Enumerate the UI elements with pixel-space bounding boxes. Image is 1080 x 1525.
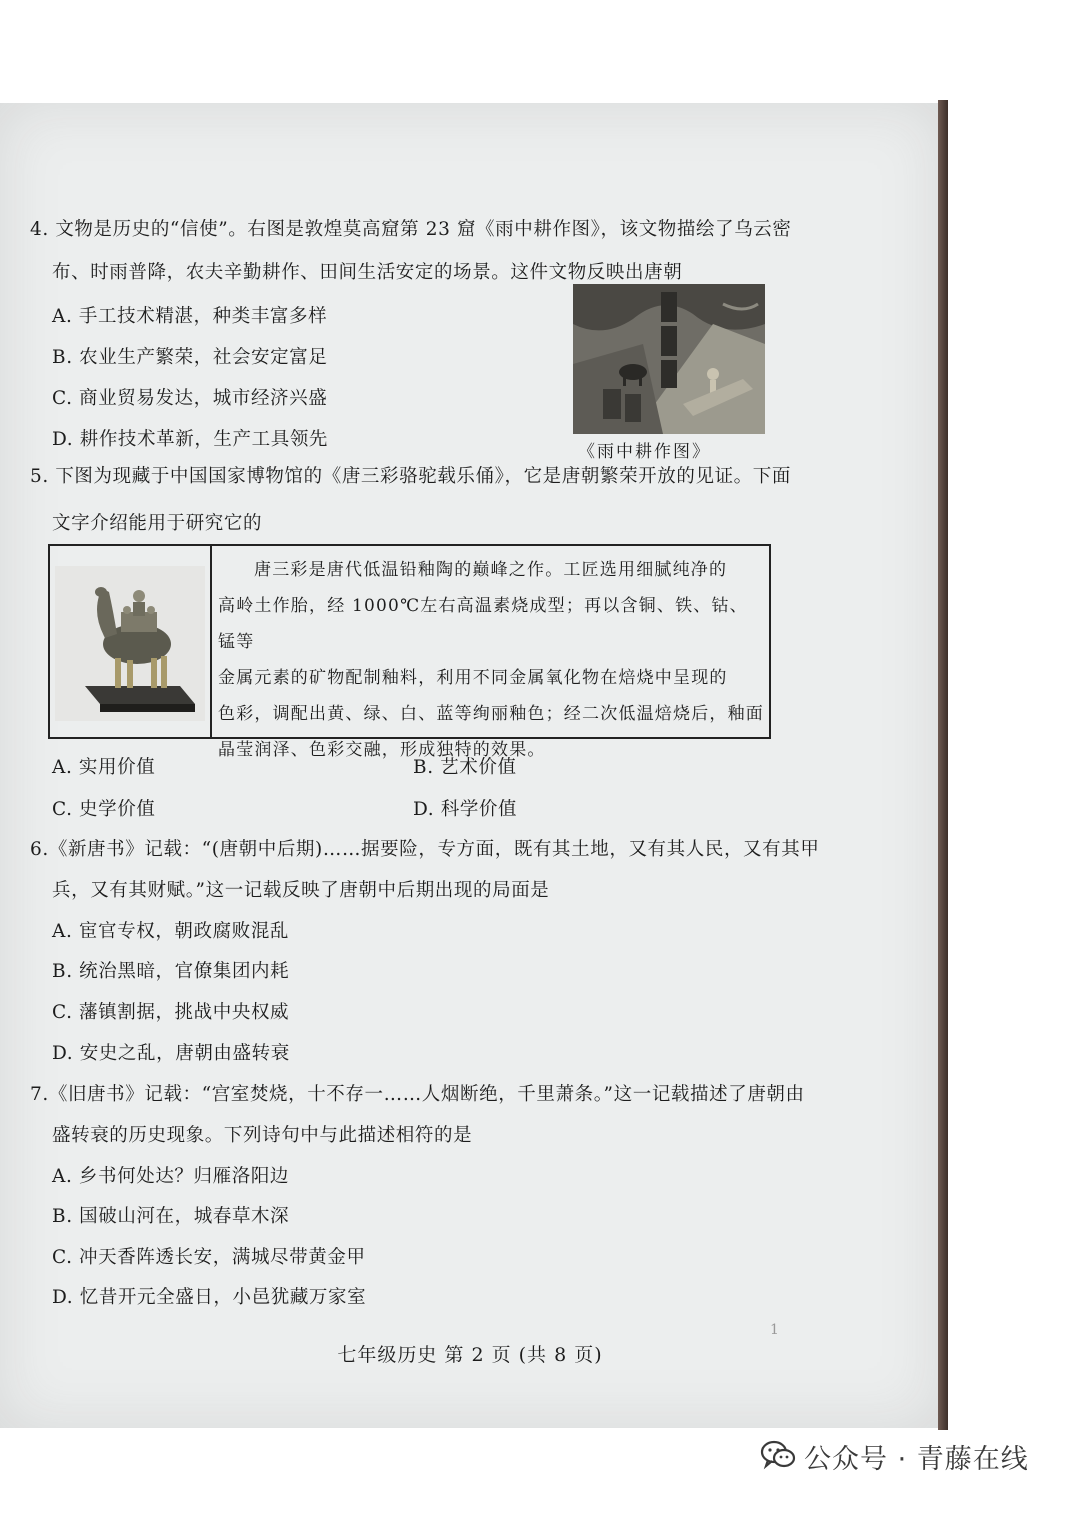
q7-option-a: A. 乡书何处达？归雁洛阳边 <box>52 1166 290 1187</box>
q5-stem-line1: 5. 下图为现藏于中国国家博物馆的《唐三彩骆驼载乐俑》，它是唐朝繁荣开放的见证。下面 <box>30 466 791 487</box>
q5-box-line2: 高岭土作胎，经 1000℃左右高温素烧成型；再以含铜、铁、钴、锰等 <box>218 596 748 652</box>
q5-option-d: D. 科学价值 <box>413 799 518 820</box>
q5-box-line1: 唐三彩是唐代低温铅釉陶的巅峰之作。工匠选用细腻纯净的 <box>254 560 728 580</box>
q4-option-b: B. 农业生产繁荣，社会安定富足 <box>52 347 328 368</box>
q6-stem-line2: 兵，又有其财赋。”这一记载反映了唐朝中后期出现的局面是 <box>52 880 550 901</box>
q6-option-a: A. 宦官专权，朝政腐败混乱 <box>52 921 290 942</box>
wechat-icon <box>760 1439 796 1471</box>
q5-box-line4: 色彩，调配出黄、绿、白、蓝等绚丽釉色；经二次低温焙烧后，釉面 <box>218 704 764 724</box>
rain-farming-mural-image <box>573 284 765 434</box>
q7-option-b: B. 国破山河在，城春草木深 <box>52 1206 290 1227</box>
q7-stem-line2: 盛转衰的历史现象。下列诗句中与此描述相符的是 <box>52 1125 473 1146</box>
q5-option-b: B. 艺术价值 <box>413 757 517 778</box>
paper-edge-shadow <box>938 100 948 1430</box>
q5-box-line5: 晶莹润泽、色彩交融，形成独特的效果。 <box>218 740 546 760</box>
q5-material-text <box>218 552 766 768</box>
q6-option-b: B. 统治黑暗，官僚集团内耗 <box>52 961 290 982</box>
q4-stem-line2: 布、时雨普降，农夫辛勤耕作、田间生活安定的场景。这件文物反映出唐朝 <box>52 262 683 283</box>
q4-option-d: D. 耕作技术革新，生产工具领先 <box>52 429 329 450</box>
q5-option-c: C. 史学价值 <box>52 799 156 820</box>
watermark-text: 公众号 · 青藤在线 <box>804 1444 1029 1475</box>
painting-caption: 《雨中耕作图》 <box>578 442 711 462</box>
q5-stem-line2: 文字介绍能用于研究它的 <box>52 513 263 534</box>
q7-option-d: D. 忆昔开元全盛日，小邑犹藏万家室 <box>52 1287 367 1308</box>
q5-option-a: A. 实用价值 <box>52 757 156 778</box>
q4-option-c: C. 商业贸易发达，城市经济兴盛 <box>52 388 328 409</box>
page-footer: 七年级历史 第 2 页 (共 8 页) <box>337 1344 603 1366</box>
q5-material-box <box>48 544 771 760</box>
q5-box-line3: 金属元素的矿物配制釉料，利用不同金属氧化物在焙烧中呈现的 <box>218 668 728 688</box>
margin-mark: 1 <box>770 1322 779 1338</box>
tang-sancai-camel-image <box>55 566 205 721</box>
q7-option-c: C. 冲天香阵透长安，满城尽带黄金甲 <box>52 1247 366 1268</box>
q4-stem-line1: 4. 文物是历史的“信使”。右图是敦煌莫高窟第 23 窟《雨中耕作图》，该文物描绘了乌云密 <box>30 219 792 240</box>
q7-stem-line1: 7.《旧唐书》记载：“宫室焚烧，十不存一……人烟断绝，千里萧条。”这一记载描述了唐朝由 <box>30 1084 805 1105</box>
box-divider <box>210 546 212 737</box>
q6-option-c: C. 藩镇割据，挑战中央权威 <box>52 1002 290 1023</box>
q6-stem-line1: 6.《新唐书》记载：“(唐朝中后期)……据要险，专方面，既有其土地，又有其人民，又有其甲 <box>30 839 820 860</box>
q4-option-a: A. 手工技术精湛，种类丰富多样 <box>52 306 328 327</box>
q6-option-d: D. 安史之乱，唐朝由盛转衰 <box>52 1043 290 1064</box>
